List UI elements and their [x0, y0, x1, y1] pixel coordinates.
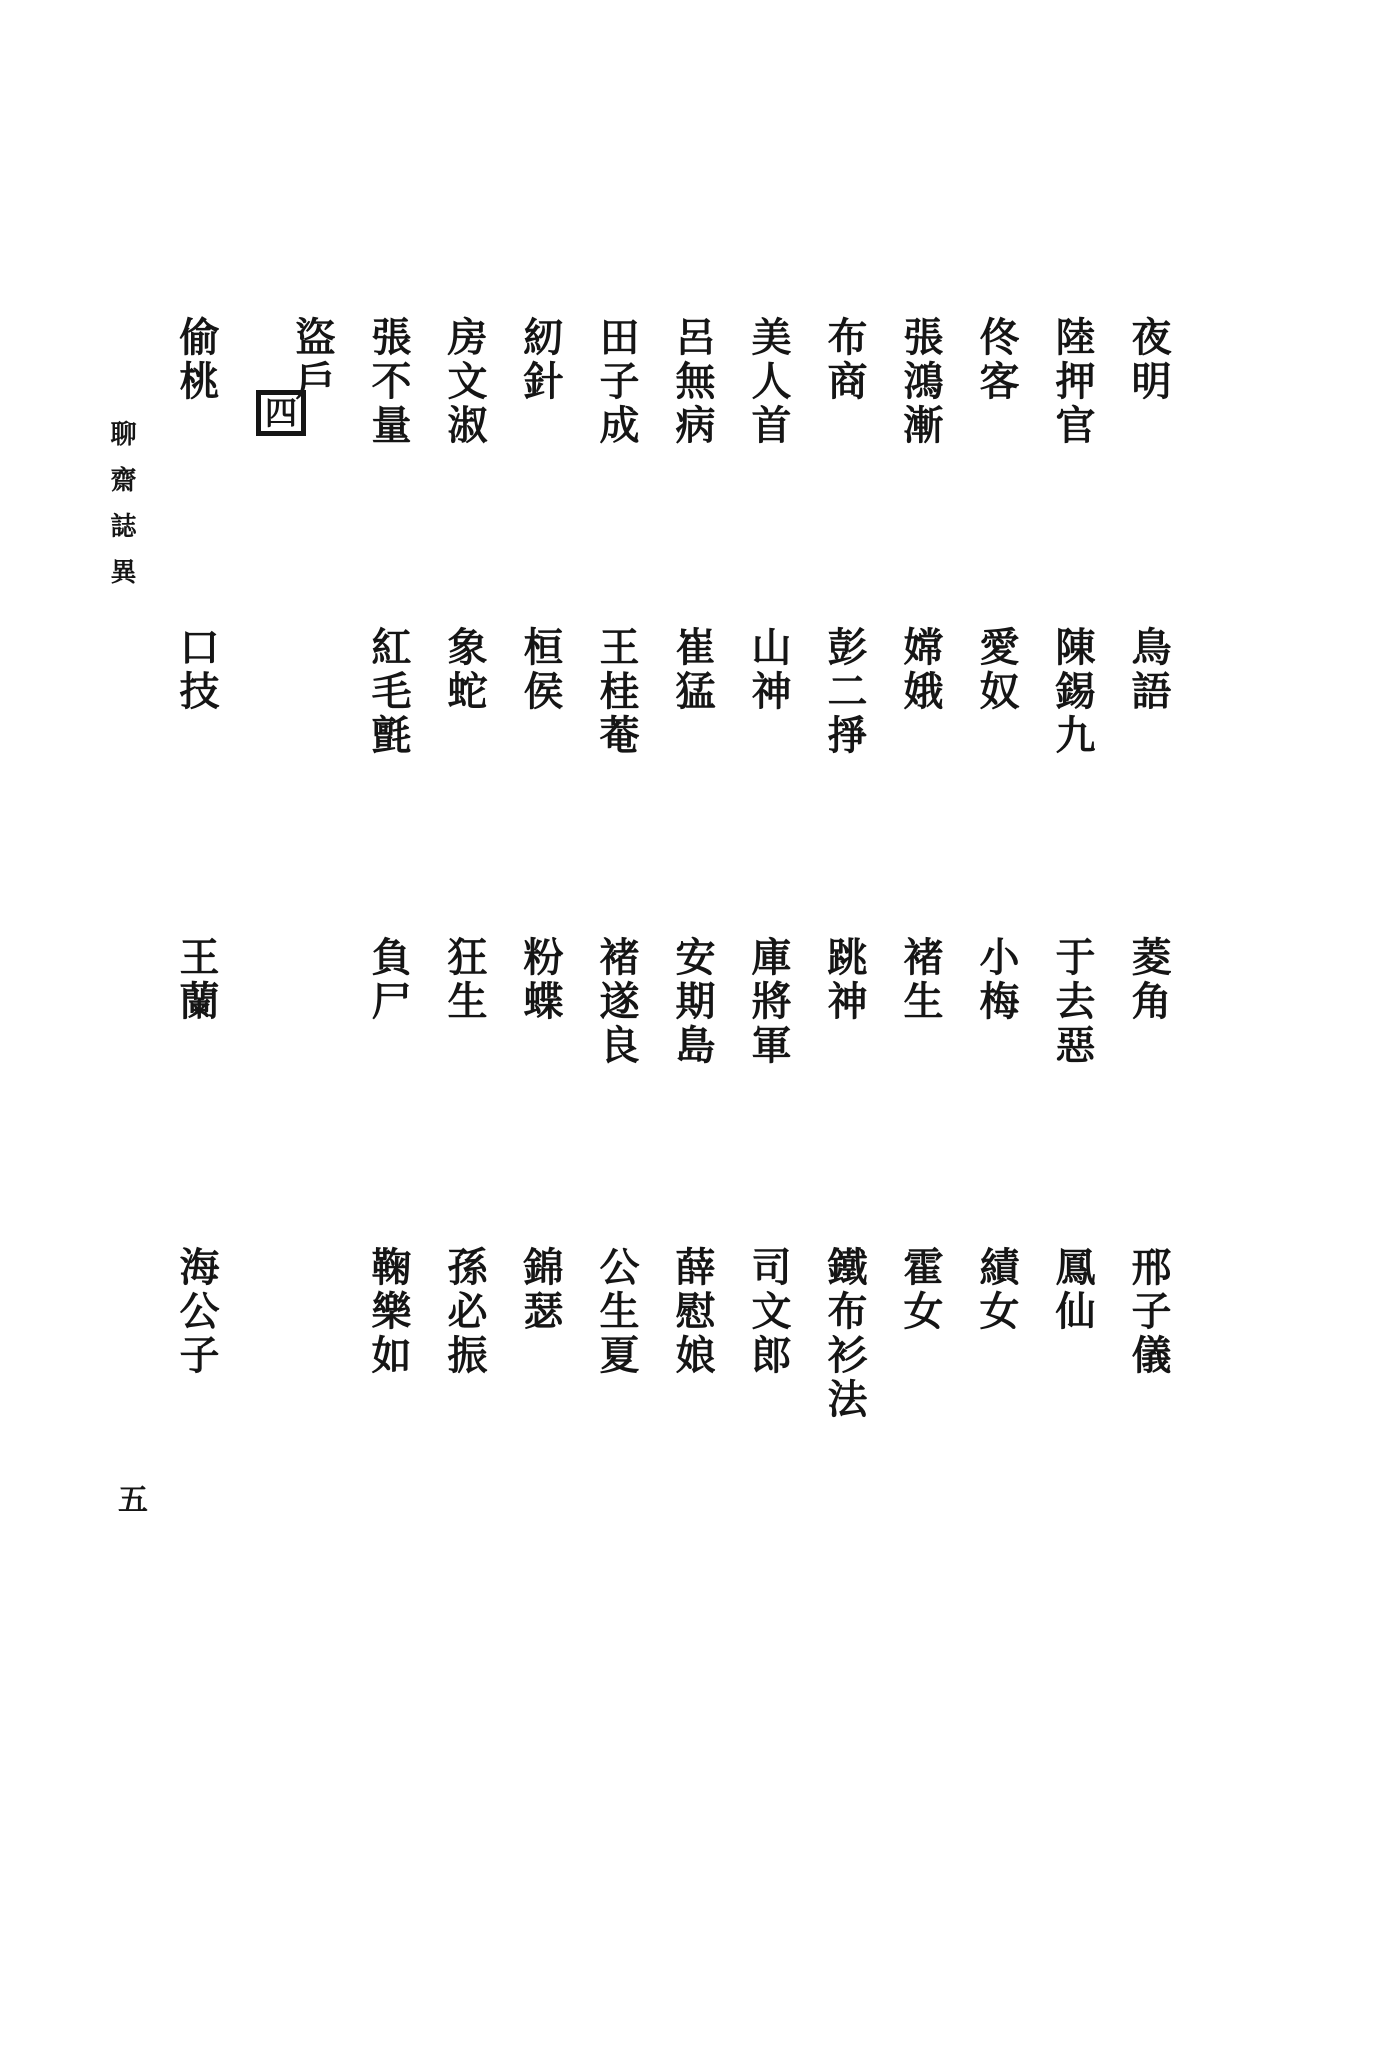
story-title: 布商 [821, 316, 868, 404]
story-title: 盜戶 [289, 316, 336, 404]
story-title: 崔猛 [669, 626, 716, 714]
story-title: 安期島 [669, 936, 716, 1068]
story-title: 愛奴 [973, 626, 1020, 714]
story-title: 陸押官 [1049, 316, 1096, 448]
story-title: 鐵布衫法 [821, 1246, 868, 1422]
story-title: 嫦娥 [897, 626, 944, 714]
story-title: 跳神 [821, 936, 868, 1024]
story-title: 呂無病 [669, 316, 716, 448]
story-title: 張不量 [365, 316, 412, 448]
story-title: 海公子 [173, 1246, 220, 1378]
story-title: 美人首 [745, 316, 792, 448]
story-title: 彭二掙 [821, 626, 868, 758]
story-title: 績女 [973, 1246, 1020, 1334]
story-title: 褚遂良 [593, 936, 640, 1068]
story-title: 夜明 [1125, 316, 1172, 404]
story-title: 小梅 [973, 936, 1020, 1024]
story-title: 山神 [745, 626, 792, 714]
story-title: 桓侯 [517, 626, 564, 714]
story-title: 陳錫九 [1049, 626, 1096, 758]
story-title: 粉蝶 [517, 936, 564, 1024]
story-title: 紉針 [517, 316, 564, 404]
story-title: 鳳仙 [1049, 1246, 1096, 1334]
story-title: 狂生 [441, 936, 488, 1024]
story-title: 于去惡 [1049, 936, 1096, 1068]
story-title: 邢子儀 [1125, 1246, 1172, 1378]
story-title: 口技 [173, 626, 220, 714]
story-title: 田子成 [593, 316, 640, 448]
story-title: 象蛇 [441, 626, 488, 714]
page-number: 五 [118, 1483, 148, 1518]
story-title: 褚生 [897, 936, 944, 1024]
story-title: 孫必振 [441, 1246, 488, 1378]
story-title: 偷桃 [173, 316, 220, 404]
running-head: 聊齋誌異 [106, 420, 136, 604]
story-title: 紅毛氈 [365, 626, 412, 758]
story-title: 公生夏 [593, 1246, 640, 1378]
story-title: 張鴻漸 [897, 316, 944, 448]
story-title: 菱角 [1125, 936, 1172, 1024]
story-title: 負尸 [365, 936, 412, 1024]
story-title: 錦瑟 [517, 1246, 564, 1334]
story-title: 王桂菴 [593, 626, 640, 758]
story-title: 房文淑 [441, 316, 488, 448]
story-title: 薛慰娘 [669, 1246, 716, 1378]
story-title: 司文郎 [745, 1246, 792, 1378]
story-title: 佟客 [973, 316, 1020, 404]
story-title: 鞠樂如 [365, 1246, 412, 1378]
story-title: 王蘭 [173, 936, 220, 1024]
story-title: 庫將軍 [745, 936, 792, 1068]
story-title: 鳥語 [1125, 626, 1172, 714]
story-title: 霍女 [897, 1246, 944, 1334]
volume-marker-text: 四 [264, 394, 297, 432]
